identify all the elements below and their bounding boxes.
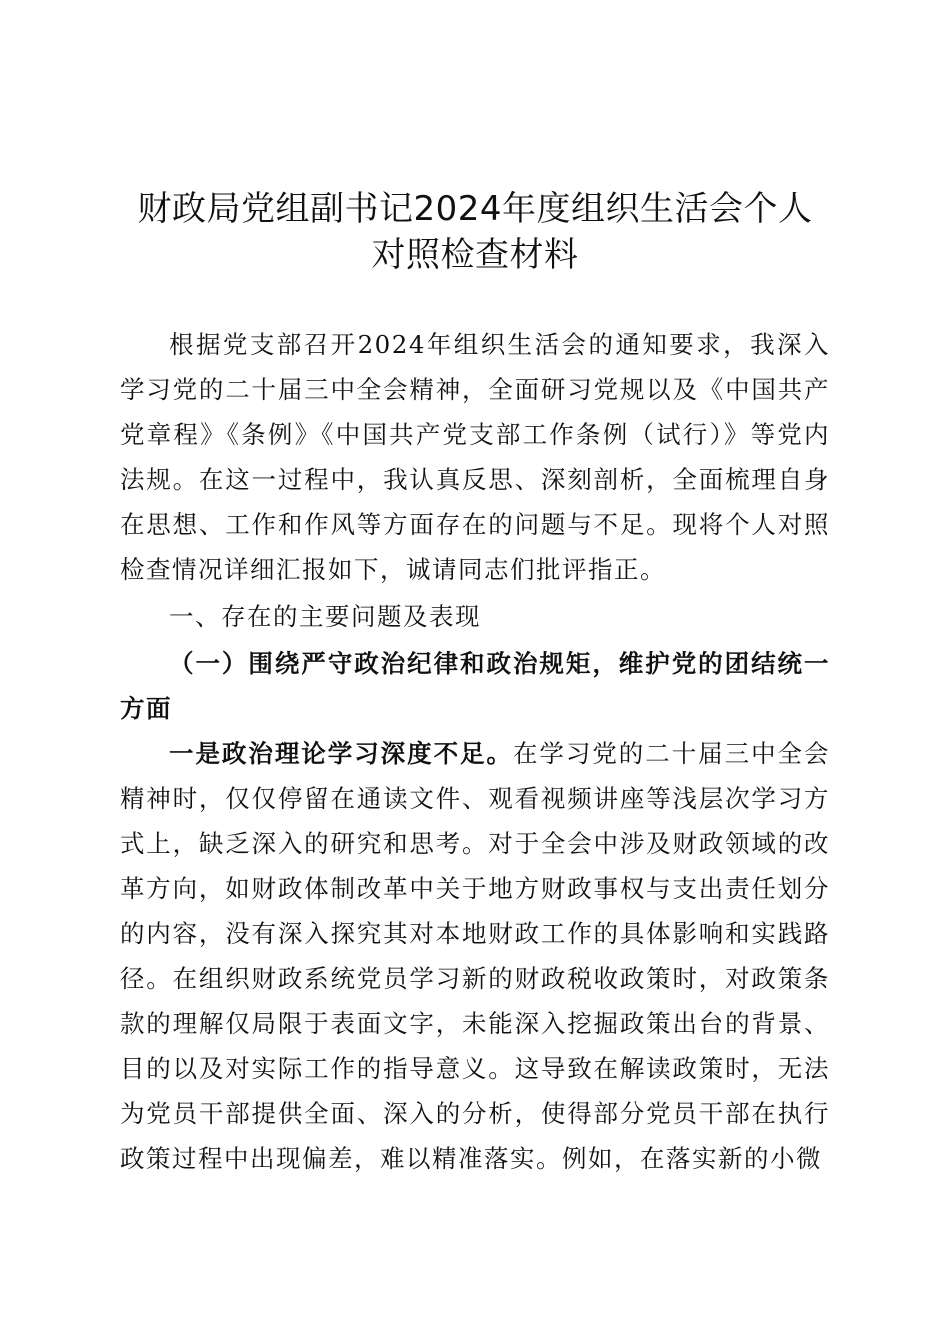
title-line-1: 财政局党组副书记2024年度组织生活会个人 [137, 189, 813, 229]
point-1-paragraph [120, 731, 830, 1181]
section-heading: 一、存在的主要问题及表现 [169, 602, 481, 631]
point-1-lead: 一是政治理论学习深度不足。 [169, 739, 513, 768]
document-body [120, 322, 830, 1181]
point-1-text: 在学习党的二十届三中全会精神时，仅仅停留在通读文件、观看视频讲座等浅层次学习方式上，缺乏深入的研究和思考。对于全会中涉及财政领域的改革方向，如财政体制改革中关于地方财政事权与支出责任划分的内容，没有深入探究其对本地财政工作的具体影响和实践路径。在组织财政系统党员学习新的财政税收政策时，对政策条款的理解仅局限于表面文字，未能深入挖掘政策出台的背景、目的以及对实际工作的指导意义。这导致在解读政策时，无法为党员干部提供全面、深入的分析，使得部分党员干部在执行政策过程中出现偏差，难以精准落实。例如，在落实新的小微 [120, 739, 831, 1173]
title-line-2: 对照检查材料 [371, 235, 579, 275]
document-title [110, 186, 840, 278]
intro-paragraph: 根据党支部召开2024年组织生活会的通知要求，我深入学习党的二十届三中全会精神，全面研习党规以及《中国共产党章程》《条例》《中国共产党支部工作条例（试行）》等党内法规。在这一过程中，我认真反思、深刻剖析，全面梳理自身在思想、工作和作风等方面存在的问题与不足。现将个人对照检查情况详细汇报如下，诚请同志们批评指正。 [120, 330, 830, 584]
subsection-heading: （一）围绕严守政治纪律和政治规矩，维护党的团结统一方面 [120, 649, 830, 723]
